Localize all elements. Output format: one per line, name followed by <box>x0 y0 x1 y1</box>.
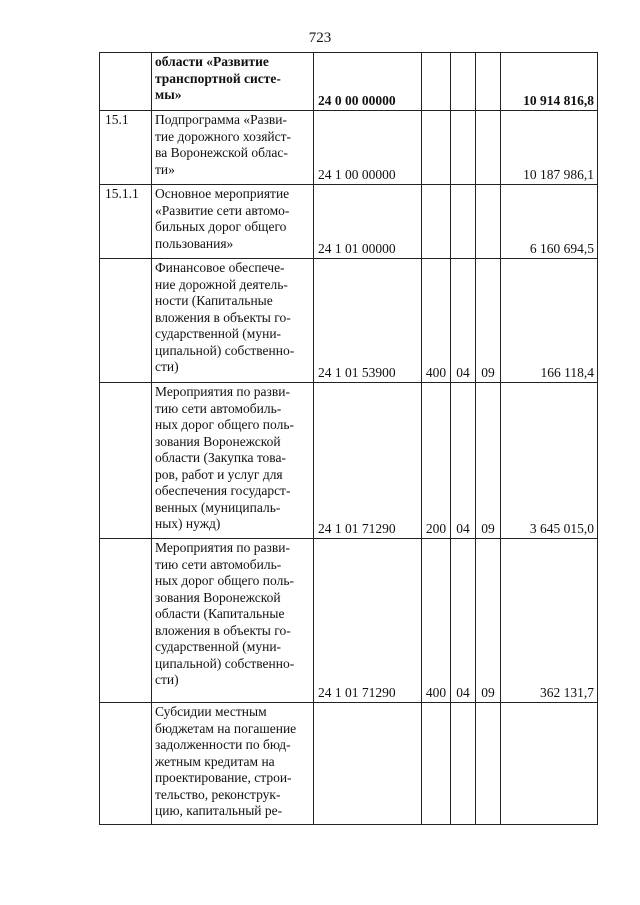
row-name: Подпрограмма «Разви- тие дорожного хозяйст- ва Воронежской облас- ти» <box>152 111 314 185</box>
table-row <box>100 539 598 703</box>
target-article-code: 24 1 01 71290 <box>314 383 422 539</box>
subsection-code: 09 <box>476 383 501 539</box>
subsection-code <box>476 53 501 111</box>
table-row <box>100 53 598 111</box>
section-code <box>451 185 476 259</box>
table-row <box>100 259 598 383</box>
subsection-code: 09 <box>476 539 501 703</box>
amount: 166 118,4 <box>501 259 598 383</box>
expense-type-code: 400 <box>422 539 451 703</box>
row-number: 15.1.1 <box>100 185 152 259</box>
row-number <box>100 53 152 111</box>
subsection-code <box>476 111 501 185</box>
section-code <box>451 53 476 111</box>
row-number <box>100 259 152 383</box>
expense-type-code <box>422 111 451 185</box>
expense-type-code <box>422 53 451 111</box>
target-article-code: 24 1 01 53900 <box>314 259 422 383</box>
row-name: Мероприятия по разви- тию сети автомобиль- ных дорог общего поль- зования Воронежской области (Закупка това- ров, работ и услуг для обеспечения государст- венных (муниципаль- ных) нужд) <box>152 383 314 539</box>
target-article-code: 24 1 00 00000 <box>314 111 422 185</box>
target-article-code: 24 1 01 71290 <box>314 539 422 703</box>
table-row <box>100 111 598 185</box>
row-number <box>100 703 152 825</box>
row-number <box>100 383 152 539</box>
row-name: области «Развитие транспортной систе- мы» <box>152 53 314 111</box>
row-number: 15.1 <box>100 111 152 185</box>
row-name: Субсидии местным бюджетам на погашение задолженности по бюд- жетным кредитам на проектирование, строи- тельство, реконструк- цию, капитальный ре- <box>152 703 314 825</box>
target-article-code <box>314 703 422 825</box>
section-code: 04 <box>451 539 476 703</box>
amount: 10 914 816,8 <box>501 53 598 111</box>
subsection-code <box>476 185 501 259</box>
expense-type-code <box>422 703 451 825</box>
table-row <box>100 185 598 259</box>
expense-type-code: 200 <box>422 383 451 539</box>
row-name: Финансовое обеспече- ние дорожной деятель- ности (Капитальные вложения в объекты го- сударственной (муни- ципальной) собственно- сти) <box>152 259 314 383</box>
table-row <box>100 703 598 825</box>
row-name: Мероприятия по разви- тию сети автомобиль- ных дорог общего поль- зования Воронежской области (Капитальные вложения в объекты го- сударственной (муни- ципальной) собственно- сти) <box>152 539 314 703</box>
section-code <box>451 111 476 185</box>
row-name: Основное мероприятие «Развитие сети автомо- бильных дорог общего пользования» <box>152 185 314 259</box>
section-code: 04 <box>451 383 476 539</box>
subsection-code <box>476 703 501 825</box>
amount: 6 160 694,5 <box>501 185 598 259</box>
expense-type-code <box>422 185 451 259</box>
page-number: 723 <box>308 30 332 46</box>
target-article-code: 24 0 00 00000 <box>314 53 422 111</box>
row-number <box>100 539 152 703</box>
amount: 362 131,7 <box>501 539 598 703</box>
amount <box>501 703 598 825</box>
target-article-code: 24 1 01 00000 <box>314 185 422 259</box>
expense-type-code: 400 <box>422 259 451 383</box>
section-code: 04 <box>451 259 476 383</box>
subsection-code: 09 <box>476 259 501 383</box>
amount: 10 187 986,1 <box>501 111 598 185</box>
budget-table <box>99 52 598 825</box>
amount: 3 645 015,0 <box>501 383 598 539</box>
table-row <box>100 383 598 539</box>
section-code <box>451 703 476 825</box>
